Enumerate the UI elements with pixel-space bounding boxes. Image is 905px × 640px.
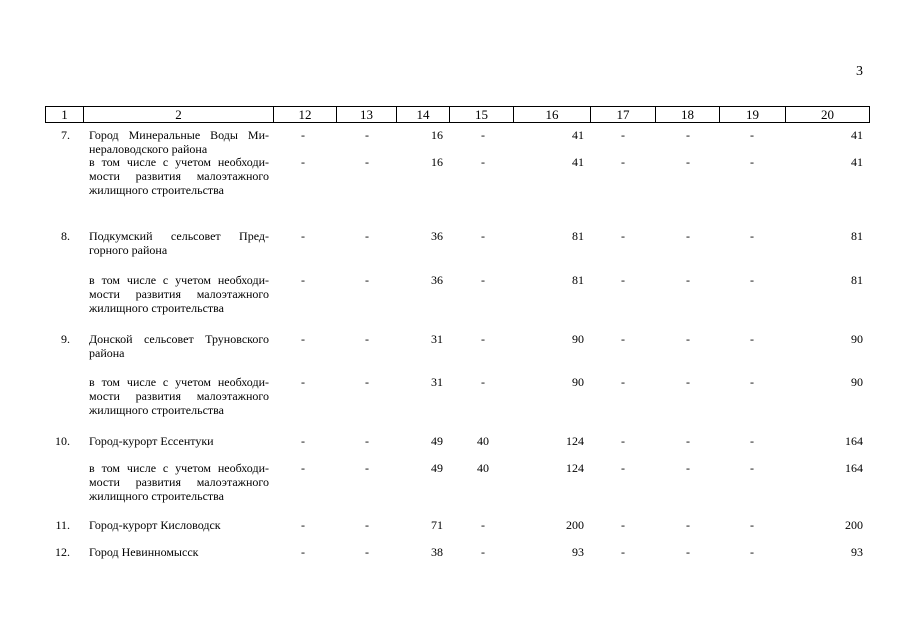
row-description bbox=[89, 229, 269, 257]
value-col-13: - bbox=[365, 155, 369, 169]
value-col-16: 41 bbox=[572, 155, 584, 169]
value-col-17: - bbox=[621, 434, 625, 448]
description-line: нераловодского района bbox=[89, 142, 208, 156]
value-col-18: - bbox=[686, 375, 690, 389]
value-col-13: - bbox=[365, 375, 369, 389]
value-col-16: 90 bbox=[572, 375, 584, 389]
value-col-19: - bbox=[750, 155, 754, 169]
row-number: 10. bbox=[55, 434, 70, 448]
value-col-18: - bbox=[686, 128, 690, 142]
row-description bbox=[89, 461, 269, 503]
value-col-15: - bbox=[481, 273, 485, 287]
value-col-12: - bbox=[301, 128, 305, 142]
value-col-17: - bbox=[621, 273, 625, 287]
value-col-15: - bbox=[481, 128, 485, 142]
value-col-13: - bbox=[365, 229, 369, 243]
value-col-15: - bbox=[481, 375, 485, 389]
row-number: 7. bbox=[61, 128, 70, 142]
value-col-16: 41 bbox=[572, 128, 584, 142]
column-header-5: 15 bbox=[449, 106, 514, 123]
row-description bbox=[89, 375, 269, 417]
value-col-19: - bbox=[750, 518, 754, 532]
value-col-18: - bbox=[686, 461, 690, 475]
value-col-17: - bbox=[621, 375, 625, 389]
description-line: Город Невинномысск bbox=[89, 545, 199, 559]
description-line: мости развития малоэтажного bbox=[89, 475, 269, 489]
value-col-20: 90 bbox=[851, 332, 863, 346]
value-col-12: - bbox=[301, 155, 305, 169]
value-col-12: - bbox=[301, 229, 305, 243]
value-col-20: 164 bbox=[845, 434, 863, 448]
value-col-15: - bbox=[481, 229, 485, 243]
column-header-3: 13 bbox=[336, 106, 397, 123]
value-col-14: 36 bbox=[431, 229, 443, 243]
value-col-18: - bbox=[686, 229, 690, 243]
value-col-14: 16 bbox=[431, 128, 443, 142]
value-col-17: - bbox=[621, 229, 625, 243]
value-col-20: 200 bbox=[845, 518, 863, 532]
value-col-19: - bbox=[750, 332, 754, 346]
row-number: 9. bbox=[61, 332, 70, 346]
column-header-10: 20 bbox=[785, 106, 870, 123]
value-col-20: 41 bbox=[851, 128, 863, 142]
value-col-13: - bbox=[365, 434, 369, 448]
description-line: мости развития малоэтажного bbox=[89, 169, 269, 183]
row-number: 12. bbox=[55, 545, 70, 559]
description-line: Город-курорт Кисловодск bbox=[89, 518, 221, 532]
value-col-19: - bbox=[750, 229, 754, 243]
value-col-20: 90 bbox=[851, 375, 863, 389]
description-line: в том числе с учетом необходи- bbox=[89, 461, 269, 475]
value-col-17: - bbox=[621, 332, 625, 346]
row-number: 11. bbox=[55, 518, 70, 532]
description-line: Донской сельсовет Труновского bbox=[89, 332, 269, 346]
description-line: в том числе с учетом необходи- bbox=[89, 273, 269, 287]
value-col-18: - bbox=[686, 434, 690, 448]
value-col-17: - bbox=[621, 545, 625, 559]
value-col-18: - bbox=[686, 518, 690, 532]
value-col-13: - bbox=[365, 332, 369, 346]
value-col-20: 41 bbox=[851, 155, 863, 169]
value-col-14: 16 bbox=[431, 155, 443, 169]
description-line: в том числе с учетом необходи- bbox=[89, 155, 269, 169]
value-col-17: - bbox=[621, 128, 625, 142]
value-col-16: 81 bbox=[572, 229, 584, 243]
value-col-19: - bbox=[750, 434, 754, 448]
value-col-20: 81 bbox=[851, 229, 863, 243]
value-col-12: - bbox=[301, 273, 305, 287]
description-line: горного района bbox=[89, 243, 168, 257]
value-col-13: - bbox=[365, 128, 369, 142]
value-col-18: - bbox=[686, 545, 690, 559]
value-col-12: - bbox=[301, 518, 305, 532]
value-col-14: 49 bbox=[431, 461, 443, 475]
row-description bbox=[89, 518, 269, 532]
description-line: Город-курорт Ессентуки bbox=[89, 434, 214, 448]
row-description bbox=[89, 128, 269, 156]
value-col-12: - bbox=[301, 461, 305, 475]
value-col-19: - bbox=[750, 375, 754, 389]
value-col-13: - bbox=[365, 273, 369, 287]
column-header-7: 17 bbox=[590, 106, 656, 123]
column-header-0: 1 bbox=[45, 106, 84, 123]
column-header-4: 14 bbox=[396, 106, 450, 123]
description-line: в том числе с учетом необходи- bbox=[89, 375, 269, 389]
value-col-14: 31 bbox=[431, 332, 443, 346]
description-line: жилищного строительства bbox=[89, 183, 224, 197]
value-col-20: 81 bbox=[851, 273, 863, 287]
value-col-20: 93 bbox=[851, 545, 863, 559]
description-line: Город Минеральные Воды Ми- bbox=[89, 128, 269, 142]
value-col-14: 36 bbox=[431, 273, 443, 287]
value-col-18: - bbox=[686, 273, 690, 287]
value-col-15: - bbox=[481, 155, 485, 169]
value-col-13: - bbox=[365, 518, 369, 532]
value-col-13: - bbox=[365, 461, 369, 475]
value-col-19: - bbox=[750, 545, 754, 559]
value-col-19: - bbox=[750, 128, 754, 142]
description-line: жилищного строительства bbox=[89, 301, 224, 315]
value-col-15: 40 bbox=[477, 434, 489, 448]
value-col-19: - bbox=[750, 273, 754, 287]
value-col-16: 90 bbox=[572, 332, 584, 346]
value-col-17: - bbox=[621, 461, 625, 475]
row-description bbox=[89, 332, 269, 360]
description-line: мости развития малоэтажного bbox=[89, 287, 269, 301]
description-line: мости развития малоэтажного bbox=[89, 389, 269, 403]
value-col-12: - bbox=[301, 375, 305, 389]
value-col-14: 31 bbox=[431, 375, 443, 389]
description-line: жилищного строительства bbox=[89, 489, 224, 503]
description-line: района bbox=[89, 346, 125, 360]
value-col-19: - bbox=[750, 461, 754, 475]
value-col-12: - bbox=[301, 434, 305, 448]
value-col-14: 38 bbox=[431, 545, 443, 559]
row-description bbox=[89, 273, 269, 315]
row-description bbox=[89, 434, 269, 448]
value-col-16: 81 bbox=[572, 273, 584, 287]
value-col-18: - bbox=[686, 155, 690, 169]
value-col-16: 93 bbox=[572, 545, 584, 559]
value-col-14: 71 bbox=[431, 518, 443, 532]
column-header-2: 12 bbox=[273, 106, 337, 123]
value-col-12: - bbox=[301, 332, 305, 346]
value-col-18: - bbox=[686, 332, 690, 346]
row-number: 8. bbox=[61, 229, 70, 243]
value-col-14: 49 bbox=[431, 434, 443, 448]
column-header-9: 19 bbox=[719, 106, 786, 123]
value-col-13: - bbox=[365, 545, 369, 559]
page-number: 3 bbox=[856, 64, 863, 79]
value-col-12: - bbox=[301, 545, 305, 559]
column-header-6: 16 bbox=[513, 106, 591, 123]
column-header-1: 2 bbox=[83, 106, 274, 123]
value-col-16: 124 bbox=[566, 461, 584, 475]
value-col-16: 200 bbox=[566, 518, 584, 532]
value-col-15: - bbox=[481, 545, 485, 559]
column-header-8: 18 bbox=[655, 106, 720, 123]
value-col-17: - bbox=[621, 155, 625, 169]
value-col-15: - bbox=[481, 518, 485, 532]
description-line: Подкумский сельсовет Пред- bbox=[89, 229, 269, 243]
description-line: жилищного строительства bbox=[89, 403, 224, 417]
value-col-15: - bbox=[481, 332, 485, 346]
value-col-17: - bbox=[621, 518, 625, 532]
row-description bbox=[89, 545, 269, 559]
value-col-16: 124 bbox=[566, 434, 584, 448]
row-description bbox=[89, 155, 269, 197]
value-col-15: 40 bbox=[477, 461, 489, 475]
value-col-20: 164 bbox=[845, 461, 863, 475]
